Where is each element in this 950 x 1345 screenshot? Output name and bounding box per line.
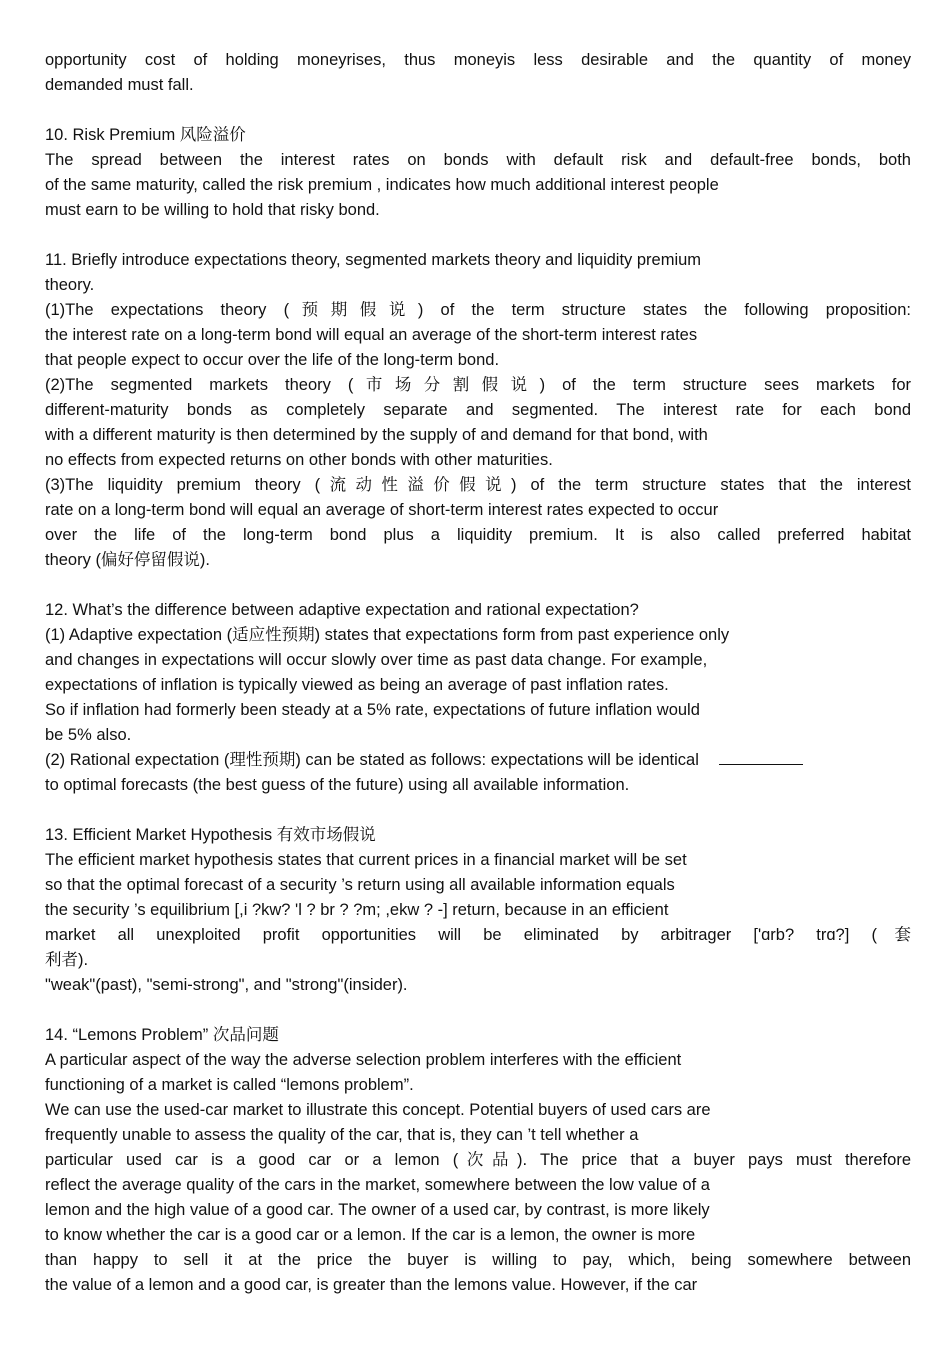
section-heading-efficient-market: 13. Efficient Market Hypothesis 有效市场假说 <box>45 826 376 844</box>
text-line: particular used car is a good car or a lemon (次品). The price that a buyer pays must therefore <box>45 1151 911 1169</box>
text-line: theory. <box>45 276 95 294</box>
text-line: lemon and the high value of a good car. The owner of a used car, by contrast, is more likely <box>45 1201 710 1219</box>
text-line-with-blank <box>45 748 911 773</box>
paragraph-gap <box>45 573 911 598</box>
document-page <box>45 48 911 1298</box>
section-heading-term-structure-theories: 11. Briefly introduce expectations theory, segmented markets theory and liquidity premium <box>45 251 702 269</box>
text-line: market all unexploited profit opportunities will be eliminated by arbitrager ['ɑrb? trɑ?] (套 <box>45 926 911 944</box>
text-line: A particular aspect of the way the adverse selection problem interferes with the efficient <box>45 1051 682 1069</box>
text-line: demanded must fall. <box>45 76 194 94</box>
text-line: So if inflation had formerly been steady at a 5% rate, expectations of future inflation would <box>45 701 700 719</box>
text-line: rate on a long-term bond will equal an average of short-term interest rates expected to occur <box>45 501 719 519</box>
text-line: no effects from expected returns on other bonds with other maturities. <box>45 451 553 469</box>
text-line: the value of a lemon and a good car, is greater than the lemons value. However, if the car <box>45 1276 698 1294</box>
text-line: theory (偏好停留假说). <box>45 551 211 569</box>
text-line: that people expect to occur over the life of the long-term bond. <box>45 351 500 369</box>
text-line: to optimal forecasts (the best guess of the future) using all available information. <box>45 776 630 794</box>
text-line: expectations of inflation is typically viewed as being an average of past inflation rates. <box>45 676 669 694</box>
text-line: over the life of the long-term bond plus a liquidity premium. It is also called preferred habitat <box>45 526 911 544</box>
text-line: (2)The segmented markets theory (市场分割假说) of the term structure sees markets for <box>45 376 911 394</box>
text-line: the security ’s equilibrium [,i ?kw? 'l ? br ? ?m; ,ekw ? -] return, because in an efficient <box>45 901 669 919</box>
text-line: than happy to sell it at the price the buyer is willing to pay, which, being somewhere between <box>45 1251 911 1269</box>
text-line: We can use the used-car market to illustrate this concept. Potential buyers of used cars are <box>45 1101 711 1119</box>
fill-in-blank <box>719 750 803 765</box>
text-line-content: (2) Rational expectation (理性预期) can be stated as follows: expectations will be identical <box>45 751 699 769</box>
text-line: different-maturity bonds as completely separate and segmented. The interest rate for each bond <box>45 401 911 419</box>
section-heading-lemons-problem: 14. “Lemons Problem” 次品问题 <box>45 1026 279 1044</box>
text-line: functioning of a market is called “lemons problem”. <box>45 1076 414 1094</box>
text-line: with a different maturity is then determined by the supply of and demand for that bond, with <box>45 426 708 444</box>
text-line: of the same maturity, called the risk premium , indicates how much additional interest people <box>45 176 719 194</box>
section-heading-risk-premium: 10. Risk Premium 风险溢价 <box>45 126 246 144</box>
paragraph-gap <box>45 223 911 248</box>
text-line: 利者). <box>45 951 89 969</box>
paragraph-gap <box>45 798 911 823</box>
text-line: be 5% also. <box>45 726 132 744</box>
text-line: the interest rate on a long-term bond will equal an average of the short-term interest rates <box>45 326 698 344</box>
text-line: so that the optimal forecast of a security ’s return using all available information equals <box>45 876 675 894</box>
paragraph-gap <box>45 98 911 123</box>
text-line: reflect the average quality of the cars in the market, somewhere between the low value of a <box>45 1176 710 1194</box>
text-line: must earn to be willing to hold that risky bond. <box>45 201 380 219</box>
text-line: and changes in expectations will occur slowly over time as past data change. For example, <box>45 651 708 669</box>
text-line: The efficient market hypothesis states that current prices in a financial market will be set <box>45 851 687 869</box>
text-line: (1) Adaptive expectation (适应性预期) states that expectations form from past experience only <box>45 626 730 644</box>
text-line: to know whether the car is a good car or a lemon. If the car is a lemon, the owner is more <box>45 1226 696 1244</box>
text-line: opportunity cost of holding moneyrises, thus moneyis less desirable and the quantity of money <box>45 51 911 69</box>
paragraph-gap <box>45 998 911 1023</box>
section-heading-expectations: 12. What’s the difference between adaptive expectation and rational expectation? <box>45 601 639 619</box>
text-line: frequently unable to assess the quality of the car, that is, they can ’t tell whether a <box>45 1126 639 1144</box>
text-line: (1)The expectations theory (预期假说) of the term structure states the following proposition: <box>45 301 911 319</box>
text-line: The spread between the interest rates on bonds with default risk and default-free bonds, both <box>45 151 911 169</box>
text-line: (3)The liquidity premium theory (流动性溢价假说) of the term structure states that the interest <box>45 476 911 494</box>
text-line: "weak"(past), "semi-strong", and "strong"(insider). <box>45 976 408 994</box>
